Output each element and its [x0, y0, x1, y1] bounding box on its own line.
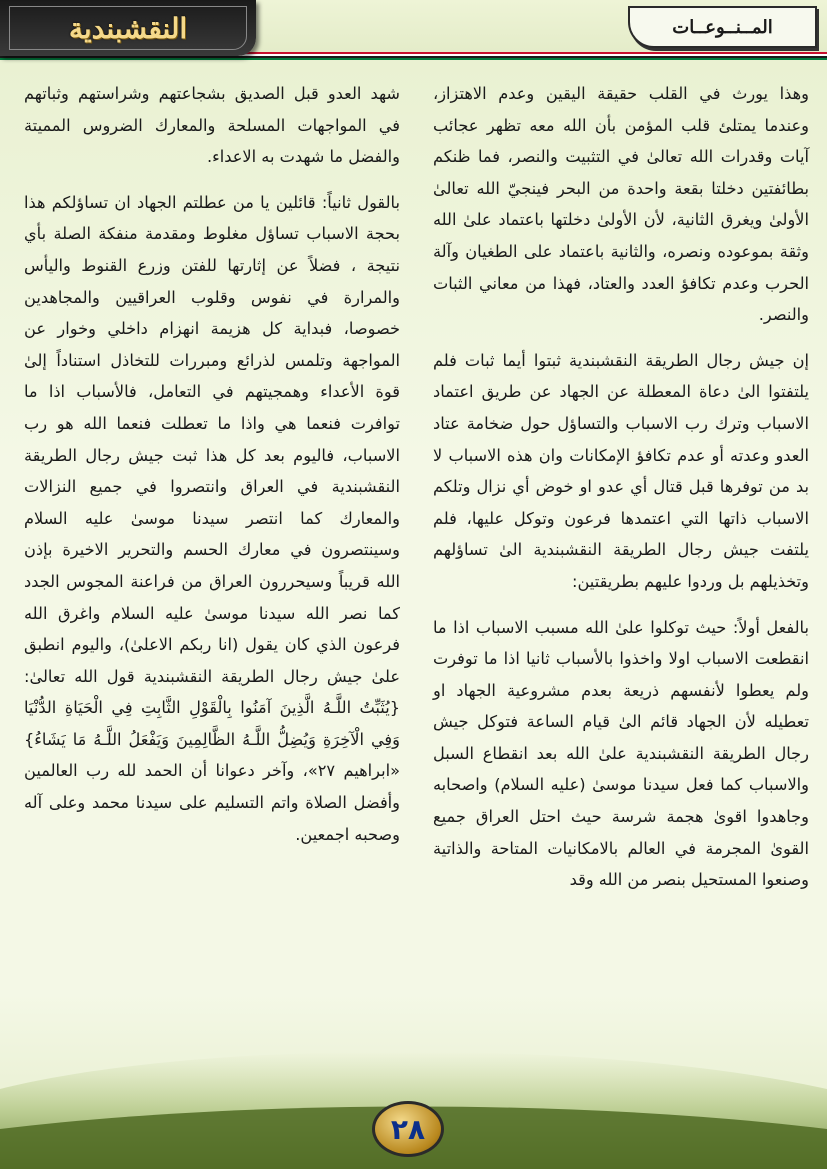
paragraph: إن جيش رجال الطريقة النقشبندية ثبتوا أيما ثبات فلم يلتفتوا الىٰ دعاة المعطلة عن الجهاد عن طريق اعتماد الاسباب وترك رب الاسباب والتساؤل حول ضخامة عتاد العدو وعدته أو عدم تكافؤ الإمكانات وان هذه الاسباب لا بد من توفرها قبل قتال أي عدو او خوض أي نزال وتلكم الاسباب ذاتها التي اعتمدها فرعون وتوكل عليها، فلم يلتفت جيش رجال الطريقة النقشبندية الىٰ تساؤلهم وتخذيلهم بل وردوا عليهم بطريقتين:: [433, 350, 809, 591]
paragraph: بالقول ثانياً: قائلين يا من عطلتم الجهاد ان تساؤلكم هذا بحجة الاسباب تساؤل مغلوط ومقدمة منفكة الصلة بأي نتيجة ، فضلاً عن إثارتها للفتن وزرع القنوط واليأس والمرارة في نفوس وقلوب العراقيين والمجاهدين خصوصا، فبداية كل هزيمة انهزام داخلي وخوار عن المواجهة وتلمس لذرائع ومبررات للتخاذل استناداً إلىٰ قوة الأعداء وهمجيتهم في التعامل، فالأسباب اذا ما توافرت فنعما هي واذا ما تعطلت فنعما الله هو رب الاسباب، فاليوم بعد كل هذا ثبت جيش رجال الطريقة النقشبندية في العراق وانتصروا في جميع النزالات والمعارك كما انتصر سيدنا موسىٰ عليه السلام وسينتصرون في معارك الحسم والتحرير الاخيرة بإذن الله قريباً وسيحررون العراق من فراعنة المجوس الجدد كما نصر الله سيدنا موسىٰ عليه السلام واغرق الله فرعون الذي كان يقول (انا ربكم الاعلىٰ)، واليوم انطبق علىٰ جيش رجال الطريقة النقشبندية قول الله تعالىٰ: {يُثَبِّتُ اللَّـهُ الَّذِينَ آمَنُوا بِالْقَوْلِ الثَّابِتِ فِي الْحَيَاةِ الدُّنْيَا وَفِي الْآخِرَةِ وَيُضِلُّ اللَّـهُ الظَّالِمِينَ وَيَفْعَلُ اللَّـهُ مَا يَشَاءُ} «ابراهيم ٢٧»، وآخر دعوانا أن الحمد لله رب العالمين وأفضل الصلاة واتم التسليم على سيدنا محمد وعلى آله وصحبه اجمعين.: [24, 192, 400, 844]
section-label: المــنــوعــات: [628, 6, 817, 48]
paragraph: وهذا يورث في القلب حقيقة اليقين وعدم الاهتزاز، وعندما يمتلئ قلب المؤمن بأن الله معه تظهر عجائب آيات وقدرات الله تعالىٰ في التثبيت والنصر، فما ظنكم بطائفتين دخلتا بقعة واحدة من البحر فينجيّ الله تعالىٰ الأولىٰ ويغرق الثانية، لأن الأولىٰ دخلتها باعتماد علىٰ الله وثقة بموعوده ونصره، والثانية باعتماد على الطغيان وآلة الحرب وعدم تكافؤ العدد والعتاد، فهذا من معاني الثبات والنصر.: [433, 84, 809, 325]
right-column: [433, 78, 809, 910]
left-column: [24, 78, 400, 864]
brand-title: النقشبندية: [9, 6, 247, 50]
brand-tab: [0, 0, 256, 56]
page-number: ٢٨: [372, 1101, 444, 1157]
paragraph: شهد العدو قبل الصديق بشجاعتهم وشراستهم وثباتهم في المواجهات المسلحة والمعارك الضروس المميتة والفضل ما شهدت به الاعداء.: [24, 84, 400, 167]
paragraph: بالفعل أولاً: حيث توكلوا علىٰ الله مسبب الاسباب اذا ما انقطعت الاسباب اولا واخذوا بالأسباب ثانيا اذا ما توفرت ولم يعطوا لأنفسهم ذريعة بعدم مشروعية الجهاد او تعطيله لأن الجهاد قائم الىٰ قيام الساعة فتوكل جيش رجال الطريقة النقشبندية علىٰ الله بعد انقطاع السبل والاسباب كما فعل سيدنا موسىٰ (عليه السلام) واصحابه وجاهدوا اقوىٰ هجمة شرسة حيث احتل العراق جميع القوىٰ المجرمة في العالم بالامكانيات المتاحة والذاتية وصنعوا المستحيل بنصر من الله وقد: [433, 617, 809, 890]
